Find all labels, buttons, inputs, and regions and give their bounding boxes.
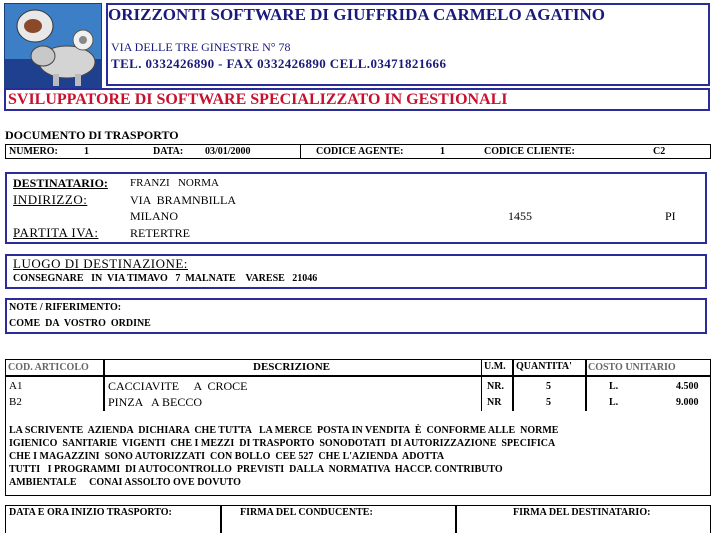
footer-conducente-label: FIRMA DEL CONDUCENTE: xyxy=(240,507,373,518)
col-divider-3 xyxy=(512,359,514,411)
cap-value: 1455 xyxy=(508,209,532,223)
col-divider-1 xyxy=(103,359,105,411)
col-divider-4 xyxy=(585,359,587,411)
citta-value: MILANO xyxy=(130,209,178,223)
header-um: U.M. xyxy=(484,361,506,372)
piva-value: RETERTRE xyxy=(130,226,190,240)
table-row-1-codice: A1 xyxy=(9,380,23,392)
data-label: DATA: xyxy=(153,146,184,157)
doc-info-divider xyxy=(300,144,301,159)
note-label: NOTE / RIFERIMENTO: xyxy=(9,302,122,313)
table-row-2-descrizione: PINZA A BECCO xyxy=(108,395,203,409)
indirizzo-label: INDIRIZZO: xyxy=(13,192,88,207)
header-quantita: QUANTITA' xyxy=(516,361,572,372)
company-tagline: SVILUPPATORE DI SOFTWARE SPECIALIZZATO IN GESTIONALI xyxy=(8,91,508,108)
declaration-line-4: TUTTI I PROGRAMMI DI AUTOCONTROLLO PREVISTI DALLA NORMATIVA HACCP. CONTRIBUTO xyxy=(9,464,503,475)
footer-divider-1 xyxy=(220,505,222,533)
data-value: 03/01/2000 xyxy=(205,146,251,157)
header-descrizione: DESCRIZIONE xyxy=(253,361,331,373)
col-divider-2 xyxy=(481,359,482,411)
table-row-1-quantita: 5 xyxy=(546,381,551,392)
table-row-1-um: NR. xyxy=(487,381,504,392)
footer-divider-2 xyxy=(455,505,457,533)
declaration-line-3: CHE I MAGAZZINI SONO AUTORIZZATI CON BOLLO CEE 527 CHE L'AZIENDA ADOTTA xyxy=(9,451,445,462)
declaration-line-2: IGIENICO SANITARIE VIGENTI CHE I MEZZI DI TRASPORTO SONODOTATI DI AUTORIZZAZIONE SPECIFICA xyxy=(9,438,556,449)
table-row-2-valuta: L. xyxy=(609,397,619,408)
table-left-border xyxy=(5,359,6,416)
decl-right-border xyxy=(710,416,711,496)
table-row-2-costo: 9.000 xyxy=(676,397,699,408)
logo-graphic xyxy=(5,4,101,88)
note-value: COME DA VOSTRO ORDINE xyxy=(9,318,151,329)
table-row-1-costo: 4.500 xyxy=(676,381,699,392)
cliente-value: C2 xyxy=(653,146,666,157)
doc-title: DOCUMENTO DI TRASPORTO xyxy=(5,128,179,142)
footer-right-border xyxy=(710,505,711,533)
agente-value: 1 xyxy=(440,146,445,157)
footer-top-line xyxy=(5,505,711,506)
cliente-label: CODICE CLIENTE: xyxy=(484,146,575,157)
table-row-1-valuta: L. xyxy=(609,381,619,392)
destinatario-label: DESTINATARIO: xyxy=(13,176,108,190)
prov-value: PI xyxy=(665,209,676,223)
decl-left-border xyxy=(5,416,6,496)
indirizzo-value: VIA BRAMNBILLA xyxy=(130,193,237,207)
table-header-line xyxy=(5,375,711,377)
header-costo: COSTO UNITARIO xyxy=(588,362,676,373)
company-address: VIA DELLE TRE GINESTRE N° 78 xyxy=(111,40,291,54)
company-contacts: TEL. 0332426890 - FAX 0332426890 CELL.03471821666 xyxy=(111,56,447,71)
footer-inizio-label: DATA E ORA INIZIO TRASPORTO: xyxy=(9,507,172,518)
company-logo xyxy=(4,3,102,89)
destinatario-box xyxy=(5,172,707,244)
numero-label: NUMERO: xyxy=(9,146,58,157)
table-right-border xyxy=(710,359,711,416)
footer-left-border xyxy=(5,505,6,533)
table-row-2-quantita: 5 xyxy=(546,397,551,408)
declaration-line-5: AMBIENTALE CONAI ASSOLTO OVE DOVUTO xyxy=(9,477,241,488)
numero-value: 1 xyxy=(84,146,89,157)
table-row-2-um: NR xyxy=(487,397,502,408)
piva-label: PARTITA IVA: xyxy=(13,225,99,240)
footer-destinatario-label: FIRMA DEL DESTINATARIO: xyxy=(513,507,651,518)
table-top-line xyxy=(5,359,711,360)
table-row-2-codice: B2 xyxy=(9,396,22,408)
company-name: ORIZZONTI SOFTWARE DI GIUFFRIDA CARMELO AGATINO xyxy=(108,5,606,24)
agente-label: CODICE AGENTE: xyxy=(316,146,404,157)
luogo-value: CONSEGNARE IN VIA TIMAVO 7 MALNATE VARESE 21046 xyxy=(13,273,318,284)
destinatario-value: FRANZI NORMA xyxy=(130,177,219,189)
declaration-line-1: LA SCRIVENTE AZIENDA DICHIARA CHE TUTTA LA MERCE POSTA IN VENDITA È CONFORME ALLE NORME xyxy=(9,425,559,436)
table-row-1-descrizione: CACCIAVITE A CROCE xyxy=(108,379,248,393)
decl-bottom-line xyxy=(5,495,711,496)
header-codice: COD. ARTICOLO xyxy=(8,362,89,373)
luogo-label: LUOGO DI DESTINAZIONE: xyxy=(13,256,188,271)
